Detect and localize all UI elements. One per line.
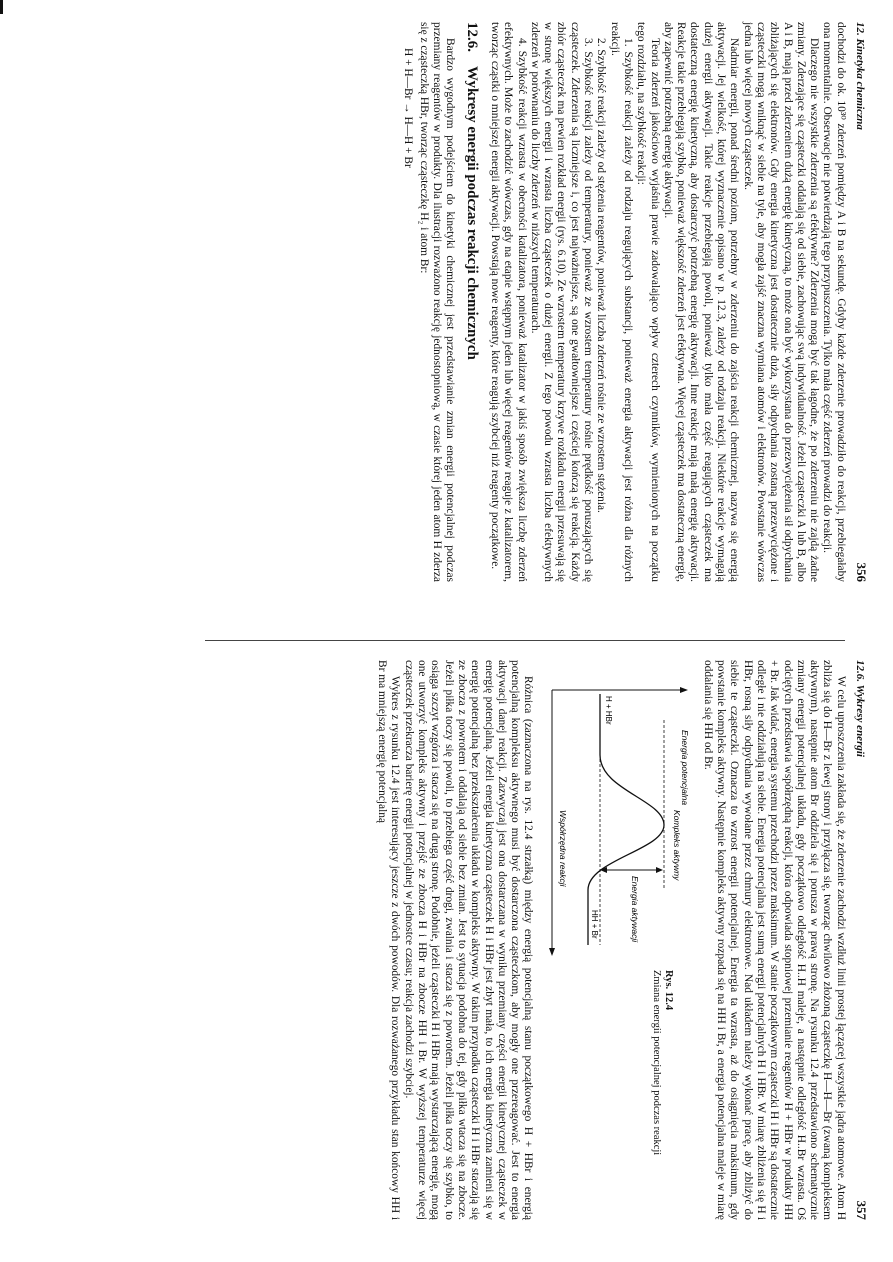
- section-title: Wykresy energii podczas reakcji chemicznych: [463, 66, 480, 360]
- equation: H + H—Br → H—H + Br: [402, 48, 415, 168]
- y-axis-label: Energia potencjalna: [680, 730, 691, 806]
- paragraph: 2. Szybkość reakcji zależy od stężenia reagentów, ponieważ liczba zderzeń rośnie ze wzrostem stężenia.: [595, 38, 608, 513]
- y-axis-arrow: [680, 687, 688, 693]
- paragraph: 3. Szybkość reakcji zależy od temperatury, ponieważ ze wzrostem temperatury rośnie prędkość poruszających się cząsteczek. Zderzenia są liczniejsze i, co jest najważniejsze, są one gwałtowniejsze i częściej kończą się reakcją. Każdy zbiór cząsteczek ma pewien rozkład energii (rys. 6.10). Ze wzrostem temperatury krzywe rozkładu energii przesuwają się w stronę większych energii i wzrasta liczba cząsteczek o dużej energii. Z tego powodu wzrasta liczba efektywnych zderzeń w porównaniu do liczby zderzeń w niższych temperaturach.: [528, 22, 595, 582]
- paragraph: 1. Szybkość reakcji zależy od rodzaju reagujących substancji, ponieważ energia aktywacji jest różna dla różnych reakcji.: [608, 22, 634, 582]
- scan-edge-mark: [0, 0, 3, 14]
- paragraph: dochodzi do ok. 10³⁰ zderzeń pomiędzy A i B na sekundę. Gdyby każde zderzenie prowadziło do reakcji, przebiegałaby ona momentalnie. Obserwacje nie potwierdzają tego przypuszczenia. Tylko mała część zderzeń prowadzi do reakcji.: [821, 22, 847, 582]
- caption-number: Rys. 12.4: [663, 970, 675, 1011]
- running-header: [853, 22, 868, 582]
- paragraph: Teoria zderzeń jakościowo wyjaśnia prawie zadowalająco wpływ czterech czynników, wymienionych na początku tego rozdziału, na szybkość reakcji:: [635, 22, 661, 582]
- page-number: 356: [854, 562, 869, 582]
- figure-caption: [650, 970, 674, 1220]
- energy-diagram: [542, 660, 692, 960]
- section-number: 12.6.: [463, 22, 480, 52]
- page-number: 357: [854, 1200, 869, 1220]
- energy-curve: [588, 694, 664, 945]
- scan-fold-line: [205, 640, 845, 641]
- reactants-label: H + HBr: [604, 696, 614, 725]
- running-title: 12.6. Wykresy energii: [854, 660, 866, 757]
- figure-caption-block: [650, 970, 692, 1220]
- paragraph: Nadmiar energii, ponad średni poziom, potrzebny w zderzeniu do zajścia reakcji chemicznej, nazywa się energią aktywacji. Jej wielkość, której wyznaczenie opisano w p. 12.3, zależy od rodzaju reakcji. Niektóre reakcje wymagają dużej energii aktywacji. Takie reakcje przebiegają powoli, ponieważ tylko mała część reagujących cząsteczek ma dostateczną energię kinetyczną, aby dostarczyć potrzebną energię aktywacji. Inne reakcje mają małą energię aktywacji. Reakcje takie przebiegają szybko, ponieważ większość zderzeń jest efektywna. Więcej cząsteczek ma dostateczną energię, aby zapewnić potrzebną energię aktywacji.: [661, 22, 741, 582]
- paragraph: W celu uproszczenia zakłada się, że zderzenie zachodzi wzdłuż linii prostej łączącej wszystkie jądra atomowe. Atom H zbliża się do H—Br z lewej strony i przyłącza się, tworząc chwilowo złożoną cząsteczkę H—H—Br (zwaną kompleksem aktywnym), następnie atom Br oddziela się i porusza w prawą stronę. Na rysunku 12.4 przedstawiono schematycznie zmiany energii potencjalnej układu, gdy początkowo odległość H..H maleje, a następnie odległość H..Br wzrasta. Oś odciętych przedstawia współrzędną reakcji, która odpowiada stopniowej przemianie reagentów H + HBr w produkty HH + Br. Jak widać, energia systemu przechodzi przez maksimum. W stanie początkowym cząsteczki H i HBr są dostatecznie odległe i nie oddziałują na siebie. Energia potencjalna jest sumą energii potencjalnych H i HBr. W miarę zbliżenia się H i HBr, rosną siły odpychania wywołane przez chmury elektronowe. Nad układem należy wykonać pracę, aby zbliżyć do siebie te cząsteczki. Oznacza to wzrost energii potencjalnej. Energia ta wzrasta, aż do osiągnięcia maksimum, gdy powstanie kompleks aktywny. Następnie kompleks aktywny rozpada się na HH i Br, a energia potencjalna maleje w miarę oddalania się HH od Br.: [701, 660, 847, 1220]
- paragraph: Różnica (zaznaczona na rys. 12.4 strzałką) między energią potencjalną stanu początkowego H + HBr i energią potencjalną kompleksu aktywnego musi być dostarczona cząsteczkom, aby mogły one przereagować. Jest to energia aktywacji danej reakcji. Zazwyczaj jest ona dostarczana w wyniku przemiany części energii kinetycznej cząsteczek w energię potencjalną. Jeżeli energia kinetyczna cząsteczek H i HBr jest zbyt mała, to ich energia kinetyczna zamieni się w energię potencjalną bez przekształcenia układu w kompleks aktywny. W takim przypadku cząsteczki H i HBr staczają się ze zbocza z powrotem i oddalają od siebie bez zmian. Jest to sytuacja podobna do tej, gdy piłka wtacza się na zbocze. Jeżeli piłka toczy się powoli, to przebiega część drogi, zwalnia i stacza się z powrotem. Jeżeli piłka toczy się szybko, to osiąga szczyt wzgórza i stacza się na drugą stronę. Podobnie, jeżeli cząsteczki H i HBr mają wystarczającą energię, mogą one utworzyć kompleks aktywny i przejść ze zbocza H i HBr na zbocze HH i Br. W wyższej temperaturze więcej cząsteczek przekracza barierę energii potencjalnej w jednostce czasu; reakcja zachodzi szybciej.: [402, 660, 535, 1220]
- barrier-label: Energia aktywacji: [630, 876, 641, 943]
- page-357: [88, 660, 868, 1220]
- paragraph: Wykres z rysunku 12.4 jest interesujący jeszcze z dwóch powodów. Dla rozważanego przykładu stan końcowy HH i Br ma mniejszą energię potencjalną: [376, 660, 402, 1220]
- arrow-head-up: [656, 867, 663, 873]
- paragraph: 4. Szybkość reakcji wzrasta w obecności katalizatora, ponieważ katalizator w jakiś sposób zwiększa liczbę zderzeń efektywnych. Może to zachodzić wówczas, gdy na etapie wstępnym jeden lub więcej reagentów reaguje z katalizatorem, tworząc cząstki o mniejszej energii aktywacji. Powstają nowe reagenty, które reagują szybciej niż reagenty początkowe.: [488, 22, 528, 582]
- page-356: [88, 22, 868, 582]
- x-axis-arrow: [549, 948, 555, 956]
- products-label: HH + Br: [590, 910, 600, 939]
- peak-label: Kompleks aktywny: [672, 810, 683, 881]
- caption-text: Zmiana energii potencjalnej podczas reakcji: [651, 970, 663, 1156]
- x-axis-label: Współrzędna reakcji: [558, 810, 569, 887]
- figure-12-4: [542, 660, 692, 1220]
- paragraph: Bardzo wygodnym podejściem do kinetyki chemicznej jest przedstawianie zmian energii potencjalnej podczas przemiany reagentów w produkty. Dla ilustracji rozważono reakcję jednostopniową, w czasie której jeden atom H zderza się z cząsteczką HBr, tworząc cząsteczkę H₂ i atom Br:: [417, 22, 457, 582]
- running-title: 12. Kinetyka chemiczna: [854, 22, 866, 130]
- paragraph: Dlaczego nie wszystkie zderzenia są efektywne? Zderzenia mogą być tak łagodne, że po zderzeniu nie zajdą żadne zmiany. Zderzające się cząsteczki oddalają się od siebie, zachowując swą indywidualność. Jeżeli cząsteczki A lub B, albo A i B, mają przed zderzeniem dużą energię kinetyczną, to może ona być wykorzystana do przezwyciężenia sił odpychania zbliżających się elektronów. Gdy energia kinetyczna jest dostatecznie duża, siły odpychania zostaną przezwyciężone i cząsteczki mogą wniknąć w siebie na tyle, aby mogła zajść znaczna wymiana atomów i elektronów. Powstanie wówczas jedna lub więcej nowych cząsteczek.: [741, 22, 821, 582]
- running-header: [853, 660, 868, 1220]
- section-heading: [463, 22, 480, 582]
